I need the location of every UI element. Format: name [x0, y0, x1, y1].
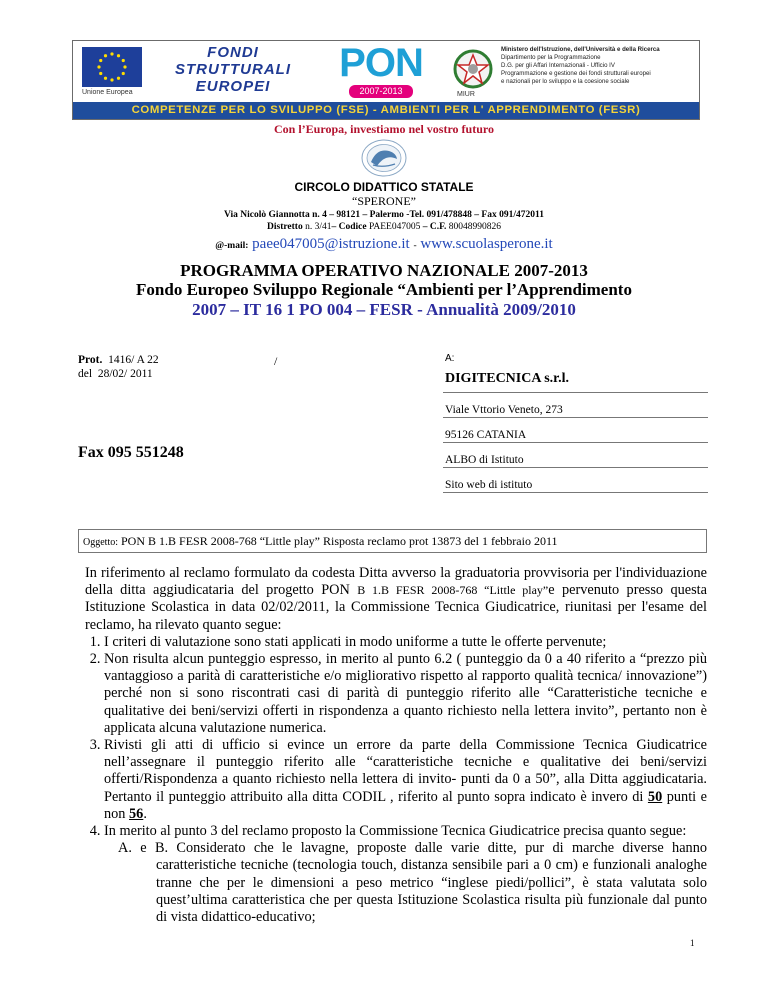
ministry-line: Programmazione e gestione dei fondi strutturali europei: [501, 70, 651, 78]
codice-label: – Codice: [331, 222, 367, 232]
eu-star-icon: [104, 54, 107, 57]
eu-flag-icon: [82, 47, 142, 87]
prot-value: 1416/ A 22: [108, 354, 159, 366]
intro-paragraph: [85, 565, 707, 634]
email-link[interactable]: paee047005@istruzione.it: [252, 236, 410, 252]
intro-project-code: B 1.B FESR 2008-768 “Little play”: [357, 583, 549, 598]
recipient-name: DIGITECNICA s.r.l.: [443, 367, 708, 393]
contacts-separator: -: [413, 241, 417, 251]
cf-label: – C.F.: [422, 222, 447, 232]
intro-text: e pervenuto presso questa Istituzione Scolastica in data 02/02/2011, la Commissione Tecnica Giudicatrice, riunitasi per l'esame del reclamo, ha rilevato quanto segue:: [85, 582, 707, 633]
subject-label: Oggetto:: [83, 537, 118, 548]
eu-star-icon: [99, 59, 102, 62]
ministry-line: Dipartimento per la Programmazione: [501, 54, 601, 62]
protocol-slash: /: [274, 354, 278, 368]
motto: Con l’Europa, investiamo nel vostro futuro: [273, 122, 495, 136]
ministry-text: [501, 46, 697, 86]
eu-star-icon: [122, 72, 125, 75]
item-text: punti e non: [104, 788, 708, 822]
item-text: Rivisti gli atti di ufficio si evince un errore da parte della Commissione Tecnica Giudicatrice nell’assegnare il punteggio riferito alle “caratteristiche tecniche e qualitative dei beni/servizi offerti/Rispondenza a quanto richiesto nella lettera di invito- punti da 0 a 50”, alla Ditta aggiudicataria. Pertanto il punteggio attribuito alla ditta CODIL , riferito al punto sopra indicato è invero di: [104, 737, 707, 805]
item-text: .: [143, 805, 147, 822]
list-item: [104, 651, 707, 737]
website-link[interactable]: www.scuolasperone.it: [420, 236, 553, 252]
date-value: 28/02/ 2011: [97, 368, 153, 380]
date-label: del: [78, 368, 93, 380]
fondi-strutturali-logo: [153, 44, 313, 95]
school-contacts: [0, 236, 768, 253]
eu-star-icon: [97, 65, 100, 68]
protocol-info: [78, 353, 159, 381]
points-list: [85, 634, 707, 926]
fax-number: Fax 095 551248: [78, 444, 184, 461]
ministry-line: e nazionali per lo sviluppo e la coesione sociale: [501, 78, 630, 86]
recipient-line: Viale Vttorio Veneto, 273: [443, 393, 708, 418]
prot-label: Prot.: [78, 354, 103, 366]
pon-logo: PON: [339, 41, 423, 85]
recipients-block: [443, 353, 708, 493]
district-label: Distretto: [267, 222, 303, 232]
eu-star-icon: [117, 54, 120, 57]
district-value: n. 3/41: [305, 222, 332, 232]
italian-republic-emblem-icon: [451, 47, 495, 91]
sub-item: A. e B. Considerato che le lavagne, proposte dalle varie ditte, pur di marche diverse hanno caratteristiche tecniche (tecnologia touch, distanza sensibile pari a 0 cm) e funzionali analoghe tranne che per le dimensioni a peso metrico “inglese piedi/pollici”, è stata valutata solo quest’ultima caratteristica che per questa Istituzione Scolastica risulta più funzionale dal punto di vista didattico-educativo;: [118, 840, 707, 926]
miur-label: MIUR: [457, 91, 475, 98]
fund-title: Fondo Europeo Sviluppo Regionale “Ambienti per l’Apprendimento: [136, 280, 632, 299]
list-item: [104, 737, 707, 823]
recipient-line: 95126 CATANIA: [443, 418, 708, 443]
recipient-label: A:: [445, 353, 455, 364]
school-codes: [0, 222, 768, 232]
email-label: @-mail:: [215, 241, 249, 251]
item-text: In merito al punto 3 del reclamo proposto la Commissione Tecnica Giudicatrice precisa quanto segue:: [104, 823, 687, 840]
school-subtitle: “SPERONE”: [352, 194, 416, 208]
list-item: [104, 634, 707, 651]
item-text: Non risulta alcun punteggio espresso, in merito al punto 6.2 ( punteggio da 0 a 40 riferito a “prezzo più vantaggioso a parità di caratteristiche e/o migliorativo rispetto al rapporto qualità tecnica/ innovazione”) perché non si sono riscontrati casi di parità di punteggio riferito alle “Caratteristiche tecniche e qualitative dei beni/servizi offerti in rispondenza a quanto richiesto nella lettera invito”, pertanto non è applicata alcuna valutazione numerica.: [104, 651, 707, 736]
pon-years: 2007-2013: [349, 85, 413, 98]
program-title: PROGRAMMA OPERATIVO NAZIONALE 2007-2013: [180, 261, 588, 280]
banner-logos: [73, 41, 699, 104]
school-name: CIRCOLO DIDATTICO STATALE: [294, 180, 474, 194]
page-number: 1: [690, 938, 695, 948]
eu-label: Unione Europea: [82, 89, 133, 96]
program-code: 2007 – IT 16 1 PO 004 – FESR - Annualità 2009/2010: [192, 300, 576, 319]
eu-star-icon: [122, 59, 125, 62]
eu-star-icon: [110, 78, 113, 81]
list-item: [104, 823, 707, 926]
item-text: I criteri di valutazione sono stati applicati in modo uniforme a tutte le offerte pervenute;: [104, 633, 607, 650]
eu-star-icon: [123, 65, 126, 68]
intro-text: In riferimento al reclamo formulato da codesta Ditta avverso la graduatoria provvisoria per l'individuazione della ditta aggiudicataria del progetto PON: [85, 565, 707, 599]
subject-text: PON B 1.B FESR 2008-768 “Little play” Risposta reclamo prot 13873 del 1 febbraio 2011: [121, 534, 558, 548]
banner-strip: COMPETENZE PER LO SVILUPPO (FSE) - AMBIENTI PER L' APPRENDIMENTO (FESR): [73, 102, 699, 119]
previous-score: 56: [129, 805, 144, 822]
subject-box: [78, 529, 707, 553]
school-dolphin-logo-icon: [359, 138, 409, 178]
ministry-line: D.G. per gli Affari Internazionali - Ufficio IV: [501, 62, 615, 70]
fondi-line: EUROPEI: [195, 78, 271, 95]
cf-value: 80048990826: [448, 222, 501, 232]
ministry-line: Ministero dell'Istruzione, dell'Università e della Ricerca: [501, 46, 660, 53]
school-address: Via Nicolò Giannotta n. 4 – 98121 – Palermo -Tel. 091/478848 – Fax 091/472011: [224, 210, 544, 220]
corrected-score: 50: [647, 788, 663, 805]
fondi-line: FONDI: [207, 44, 259, 61]
eu-star-icon: [117, 77, 120, 80]
fondi-line: STRUTTURALI: [175, 61, 291, 78]
recipient-line: ALBO di Istituto: [443, 443, 708, 468]
letter-body: [85, 565, 707, 926]
header-banner: [72, 40, 700, 120]
codice-value: PAEE047005: [368, 222, 421, 232]
eu-star-icon: [104, 77, 107, 80]
recipient-line: Sito web di istituto: [443, 468, 708, 493]
eu-star-icon: [110, 52, 113, 55]
eu-star-icon: [99, 72, 102, 75]
